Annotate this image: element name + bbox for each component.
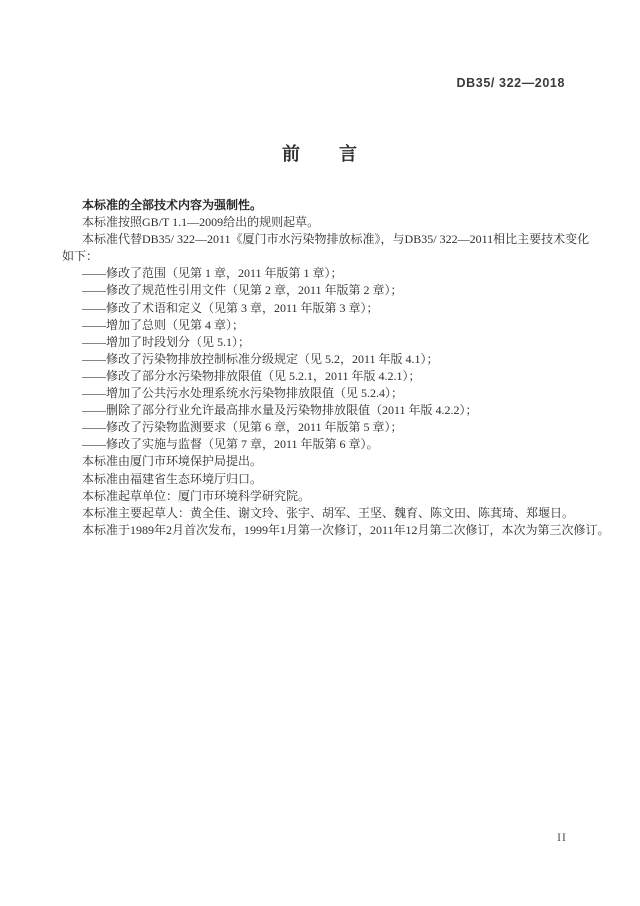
centralized-by-paragraph: 本标准由福建省生态环境厅归口。 (82, 471, 263, 486)
change-item: ——修改了部分水污染物排放限值（见 5.2.1，2011 年版 4.2.1）； (82, 368, 421, 383)
replacement-paragraph-line1: 本标准代替DB35/ 322—2011《厦门市水污染物排放标准》，与DB35/ 322—2011相比主要技术变化 (82, 232, 590, 247)
mandatory-note: 本标准的全部技术内容为强制性。 (82, 198, 263, 212)
standard-number: DB35/ 322—2018 (456, 76, 565, 90)
issued-by-paragraph: 本标准由厦门市环境保护局提出。 (82, 454, 263, 469)
foreword-body (62, 197, 610, 539)
change-item: ——增加了总则（见第 4 章）； (82, 317, 245, 332)
page-number: II (557, 832, 567, 844)
change-item: ——修改了范围（见第 1 章，2011 年版第 1 章）； (82, 266, 343, 281)
change-item: ——修改了实施与监督（见第 7 章，2011 年版第 6 章）。 (82, 437, 379, 452)
change-item: ——增加了公共污水处理系统水污染物排放限值（见 5.2.4）； (82, 386, 404, 401)
change-item: ——修改了术语和定义（见第 3 章，2011 年版第 3 章）； (82, 300, 379, 315)
replacement-paragraph-line2: 如下： (62, 249, 99, 264)
change-item: ——修改了污染物排放控制标准分级规定（见 5.2，2011 年版 4.1）； (82, 351, 439, 366)
drafters-paragraph: 本标准主要起草人：黄全佳、谢文玲、张宇、胡军、王坚、魏育、陈文田、陈萁琦、郑堰日。 (82, 505, 575, 520)
change-item: ——删除了部分行业允许最高排水量及污染物排放限值（2011 年版 4.2.2）； (82, 403, 478, 418)
drafting-unit-paragraph: 本标准起草单位：厦门市环境科学研究院。 (82, 488, 311, 503)
page-title: 前 言 (282, 144, 358, 164)
change-item: ——修改了规范性引用文件（见第 2 章，2011 年版第 2 章）； (82, 283, 403, 298)
drafting-rule-paragraph: 本标准按照GB/T 1.1—2009给出的规则起草。 (82, 215, 320, 230)
change-item: ——增加了时段划分（见 5.1）； (82, 334, 251, 349)
revision-history-paragraph: 本标准于1989年2月首次发布，1999年1月第一次修订，2011年12月第二次修订，本次为第三次修订。 (82, 522, 610, 537)
change-item: ——修改了污染物监测要求（见第 6 章，2011 年版第 5 章）； (82, 420, 403, 435)
